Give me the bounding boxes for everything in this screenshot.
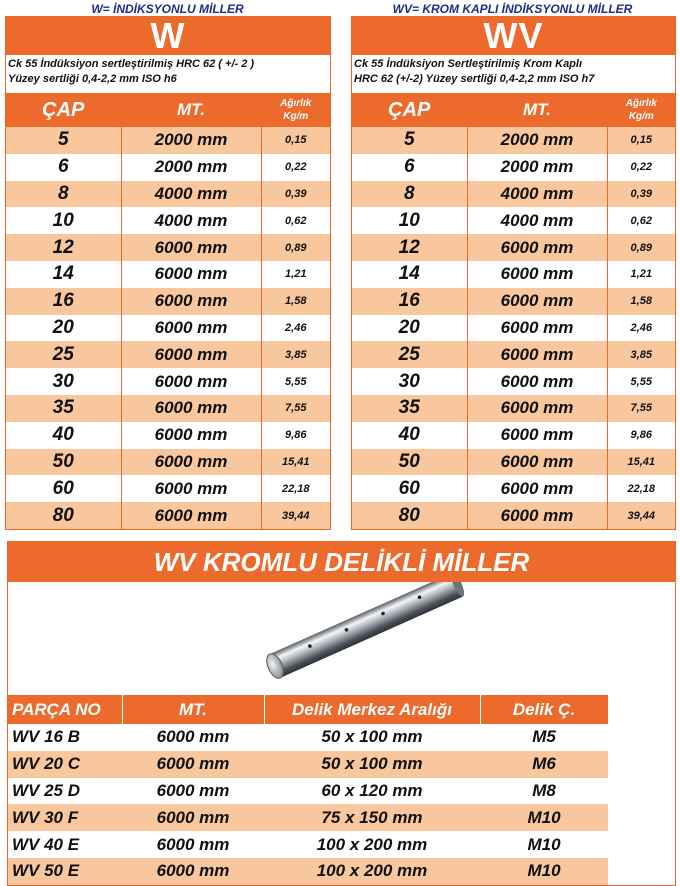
part-no-cell: WV 50 E	[8, 858, 122, 885]
length-cell: 6000 mm	[122, 724, 264, 751]
left-header-weight-unit: Kg/m	[283, 111, 309, 122]
parts-header-spacing: Delik Merkez Aralığı	[264, 695, 480, 724]
table-row	[6, 395, 330, 422]
weight-cell: 9,86	[607, 422, 675, 449]
diameter-cell: 80	[6, 502, 121, 529]
diameter-cell: 40	[352, 422, 467, 449]
left-desc-line2: Yüzey sertliği 0,4-2,2 mm ISO h6	[8, 73, 177, 85]
part-no-cell: WV 40 E	[8, 831, 122, 858]
length-cell: 6000 mm	[121, 261, 261, 288]
length-cell: 6000 mm	[121, 449, 261, 476]
hole-size-cell: M10	[480, 831, 608, 858]
table-row	[352, 395, 675, 422]
table-row	[6, 502, 330, 529]
weight-cell: 0,62	[261, 207, 330, 234]
diameter-cell: 25	[352, 341, 467, 368]
right-description	[354, 57, 673, 87]
right-caption: WV= KROM KAPLI İNDİKSYONLU MİLLER	[392, 2, 633, 16]
length-cell: 6000 mm	[121, 368, 261, 395]
right-table-header	[352, 93, 675, 127]
weight-cell: 7,55	[607, 395, 675, 422]
weight-cell: 15,41	[261, 449, 330, 476]
diameter-cell: 20	[6, 315, 121, 342]
table-row	[8, 858, 608, 885]
parts-header-hole: Delik Ç.	[480, 695, 608, 724]
length-cell: 6000 mm	[122, 778, 264, 805]
diameter-cell: 8	[6, 181, 121, 208]
diameter-cell: 35	[352, 395, 467, 422]
table-row	[352, 449, 675, 476]
table-row	[6, 449, 330, 476]
right-header-cap: ÇAP	[352, 93, 467, 127]
diameter-cell: 16	[352, 288, 467, 315]
length-cell: 6000 mm	[122, 858, 264, 885]
hole-spacing-cell: 50 x 100 mm	[264, 751, 480, 778]
length-cell: 6000 mm	[121, 341, 261, 368]
left-header-cap: ÇAP	[6, 93, 121, 127]
diameter-cell: 25	[6, 341, 121, 368]
right-desc-line1: Ck 55 İndüksiyon Sertleştirilmiş Krom Kaplı	[354, 58, 583, 70]
diameter-cell: 60	[6, 475, 121, 502]
part-no-cell: WV 16 B	[8, 724, 122, 751]
weight-cell: 5,55	[607, 368, 675, 395]
diameter-cell: 30	[352, 368, 467, 395]
table-row	[352, 288, 675, 315]
table-row	[8, 831, 608, 858]
length-cell: 6000 mm	[467, 261, 607, 288]
diameter-cell: 10	[6, 207, 121, 234]
parts-header-part-no: PARÇA NO	[8, 695, 122, 724]
diameter-cell: 5	[6, 127, 121, 154]
length-cell: 6000 mm	[121, 288, 261, 315]
length-cell: 6000 mm	[467, 475, 607, 502]
weight-cell: 7,55	[261, 395, 330, 422]
left-header-weight-label: Ağırlık	[280, 98, 312, 109]
length-cell: 6000 mm	[121, 475, 261, 502]
perforated-shafts-panel	[7, 541, 676, 886]
left-table-header	[6, 93, 330, 127]
length-cell: 6000 mm	[121, 395, 261, 422]
length-cell: 6000 mm	[467, 422, 607, 449]
hole-size-cell: M5	[480, 724, 608, 751]
weight-cell: 0,62	[607, 207, 675, 234]
diameter-cell: 16	[6, 288, 121, 315]
left-header-weight	[261, 93, 330, 127]
diameter-cell: 35	[6, 395, 121, 422]
diameter-cell: 50	[352, 449, 467, 476]
length-cell: 4000 mm	[467, 207, 607, 234]
length-cell: 6000 mm	[467, 315, 607, 342]
length-cell: 2000 mm	[121, 127, 261, 154]
table-row	[352, 154, 675, 181]
right-header-weight-label: Ağırlık	[625, 98, 657, 109]
diameter-cell: 14	[6, 261, 121, 288]
weight-cell: 2,46	[261, 315, 330, 342]
length-cell: 6000 mm	[467, 288, 607, 315]
hole-size-cell: M10	[480, 804, 608, 831]
diameter-cell: 40	[6, 422, 121, 449]
right-header-mt: MT.	[467, 93, 607, 127]
diameter-cell: 60	[352, 475, 467, 502]
weight-cell: 0,22	[607, 154, 675, 181]
diameter-cell: 5	[352, 127, 467, 154]
diameter-cell: 10	[352, 207, 467, 234]
length-cell: 6000 mm	[467, 234, 607, 261]
weight-cell: 1,58	[607, 288, 675, 315]
diameter-cell: 80	[352, 502, 467, 529]
table-row	[8, 778, 608, 805]
diameter-cell: 14	[352, 261, 467, 288]
length-cell: 6000 mm	[122, 751, 264, 778]
length-cell: 6000 mm	[467, 502, 607, 529]
length-cell: 6000 mm	[121, 422, 261, 449]
table-row	[352, 341, 675, 368]
diameter-cell: 8	[352, 181, 467, 208]
weight-cell: 3,85	[607, 341, 675, 368]
length-cell: 6000 mm	[467, 341, 607, 368]
part-no-cell: WV 25 D	[8, 778, 122, 805]
table-row	[352, 261, 675, 288]
right-desc-line2: HRC 62 (+/-2) Yüzey sertliği 0,4-2,2 mm ISO h7	[354, 73, 595, 85]
left-description	[8, 57, 328, 87]
weight-cell: 22,18	[261, 475, 330, 502]
weight-cell: 0,39	[607, 181, 675, 208]
table-row	[352, 368, 675, 395]
weight-cell: 1,21	[261, 261, 330, 288]
table-row	[8, 804, 608, 831]
table-row	[6, 368, 330, 395]
right-spec-panel	[351, 16, 676, 530]
table-row	[6, 261, 330, 288]
diameter-cell: 12	[6, 234, 121, 261]
weight-cell: 0,39	[261, 181, 330, 208]
right-header-weight	[607, 93, 675, 127]
diameter-cell: 30	[6, 368, 121, 395]
table-row	[352, 475, 675, 502]
table-row	[6, 475, 330, 502]
weight-cell: 39,44	[607, 502, 675, 529]
hole-size-cell: M6	[480, 751, 608, 778]
table-row	[6, 154, 330, 181]
length-cell: 2000 mm	[467, 154, 607, 181]
table-row	[352, 181, 675, 208]
weight-cell: 15,41	[607, 449, 675, 476]
table-row	[352, 315, 675, 342]
weight-cell: 0,15	[261, 127, 330, 154]
length-cell: 2000 mm	[121, 154, 261, 181]
hole-spacing-cell: 60 x 120 mm	[264, 778, 480, 805]
weight-cell: 2,46	[607, 315, 675, 342]
weight-cell: 0,89	[261, 234, 330, 261]
length-cell: 6000 mm	[122, 831, 264, 858]
table-row	[6, 288, 330, 315]
length-cell: 6000 mm	[122, 804, 264, 831]
diameter-cell: 6	[352, 154, 467, 181]
shaft-body	[270, 582, 463, 678]
left-spec-table	[6, 93, 330, 529]
weight-cell: 5,55	[261, 368, 330, 395]
length-cell: 6000 mm	[121, 502, 261, 529]
table-row	[352, 502, 675, 529]
hole-spacing-cell: 50 x 100 mm	[264, 724, 480, 751]
weight-cell: 0,89	[607, 234, 675, 261]
table-row	[6, 127, 330, 154]
hole-spacing-cell: 75 x 150 mm	[264, 804, 480, 831]
weight-cell: 0,22	[261, 154, 330, 181]
left-header-mt: MT.	[121, 93, 261, 127]
weight-cell: 3,85	[261, 341, 330, 368]
hole-size-cell: M10	[480, 858, 608, 885]
hole-spacing-cell: 100 x 200 mm	[264, 831, 480, 858]
length-cell: 4000 mm	[121, 181, 261, 208]
perforated-shafts-table	[8, 695, 609, 885]
diameter-cell: 50	[6, 449, 121, 476]
table-row	[6, 181, 330, 208]
length-cell: 6000 mm	[467, 395, 607, 422]
table-row	[6, 315, 330, 342]
parts-header-mt: MT.	[122, 695, 264, 724]
length-cell: 2000 mm	[467, 127, 607, 154]
table-row	[6, 341, 330, 368]
part-no-cell: WV 30 F	[8, 804, 122, 831]
weight-cell: 0,15	[607, 127, 675, 154]
table-row	[352, 127, 675, 154]
left-series-code: W	[6, 17, 330, 55]
weight-cell: 39,44	[261, 502, 330, 529]
left-spec-panel	[5, 16, 331, 530]
table-row	[6, 207, 330, 234]
weight-cell: 22,18	[607, 475, 675, 502]
table-row	[352, 207, 675, 234]
right-series-code: WV	[352, 17, 675, 55]
table-row	[352, 422, 675, 449]
length-cell: 6000 mm	[121, 315, 261, 342]
diameter-cell: 12	[352, 234, 467, 261]
part-no-cell: WV 20 C	[8, 751, 122, 778]
right-spec-table	[352, 93, 675, 529]
length-cell: 4000 mm	[467, 181, 607, 208]
table-row	[8, 751, 608, 778]
perforated-shafts-title: WV KROMLU DELİKLİ MİLLER	[8, 542, 675, 582]
length-cell: 4000 mm	[121, 207, 261, 234]
table-row	[6, 422, 330, 449]
table-row	[8, 724, 608, 751]
parts-table-header	[8, 695, 608, 724]
length-cell: 6000 mm	[467, 449, 607, 476]
length-cell: 6000 mm	[467, 368, 607, 395]
weight-cell: 1,58	[261, 288, 330, 315]
hole-spacing-cell: 100 x 200 mm	[264, 858, 480, 885]
weight-cell: 1,21	[607, 261, 675, 288]
hole-size-cell: M8	[480, 778, 608, 805]
diameter-cell: 20	[352, 315, 467, 342]
right-header-weight-unit: Kg/m	[628, 111, 654, 122]
left-caption: W= İNDİKSYONLU MİLLER	[91, 2, 244, 16]
table-row	[6, 234, 330, 261]
left-desc-line1: Ck 55 İndüksiyon sertleştirilmiş HRC 62 ( +/- 2 )	[8, 58, 255, 70]
diameter-cell: 6	[6, 154, 121, 181]
chrome-shaft-image	[8, 582, 675, 694]
length-cell: 6000 mm	[121, 234, 261, 261]
weight-cell: 9,86	[261, 422, 330, 449]
table-row	[352, 234, 675, 261]
